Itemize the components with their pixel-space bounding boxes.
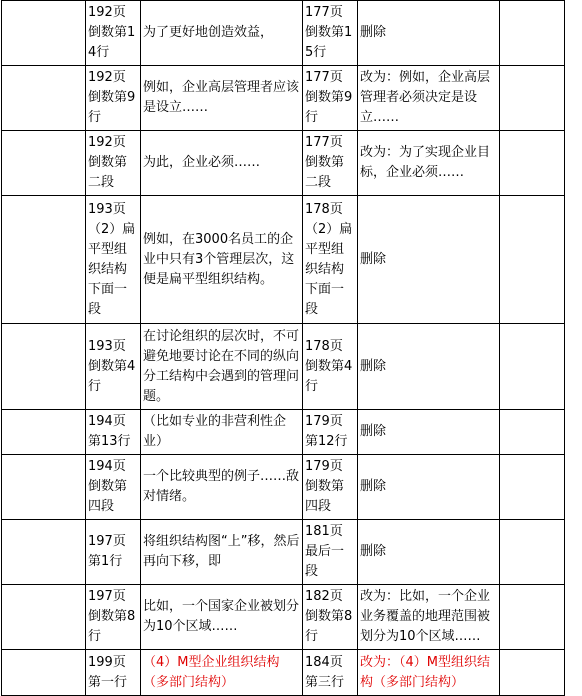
change-note: 改为：例如，企业高层管理者必须决定是设立…… [358, 66, 500, 131]
original-location: 192页倒数第二段 [86, 131, 141, 196]
change-note: 改为：比如，一个企业业务覆盖的地理范围被划分为10个区域…… [358, 585, 500, 650]
original-location: 193页（2）扁平型组织结构下面一段 [86, 196, 141, 324]
original-location: 197页倒数第8行 [86, 585, 141, 650]
blank-cell [500, 520, 565, 585]
original-text: 为此，企业必须…… [141, 131, 303, 196]
new-location: 177页倒数第15行 [303, 1, 358, 66]
blank-cell [2, 196, 86, 324]
change-note: 改为：（4）M型组织结构（多部门结构） [358, 650, 500, 696]
new-location: 182页倒数第8行 [303, 585, 358, 650]
original-text: 一个比较典型的例子……敌对情绪。 [141, 455, 303, 520]
blank-cell [500, 324, 565, 410]
blank-cell [500, 131, 565, 196]
original-text: （4）M型企业组织结构（多部门结构） [141, 650, 303, 696]
change-note: 改为：为了实现企业目标，企业必须…… [358, 131, 500, 196]
blank-cell [2, 66, 86, 131]
blank-cell [2, 455, 86, 520]
blank-cell [2, 520, 86, 585]
original-location: 199页第一行 [86, 650, 141, 696]
blank-cell [500, 66, 565, 131]
table-row [2, 66, 565, 131]
change-note: 删除 [358, 410, 500, 455]
new-location: 177页倒数第二段 [303, 131, 358, 196]
table-row [2, 196, 565, 324]
table-row [2, 1, 565, 66]
blank-cell [2, 1, 86, 66]
original-location: 193页倒数第4行 [86, 324, 141, 410]
blank-cell [500, 650, 565, 696]
table-row [2, 131, 565, 196]
blank-cell [500, 410, 565, 455]
new-location: 179页倒数第四段 [303, 455, 358, 520]
blank-cell [2, 324, 86, 410]
original-text: 为了更好地创造效益， [141, 1, 303, 66]
table-row [2, 455, 565, 520]
original-text: 在讨论组织的层次时，不可避免地要讨论在不同的纵向分工结构中会遇到的管理问题。 [141, 324, 303, 410]
blank-cell [2, 585, 86, 650]
original-location: 197页第1行 [86, 520, 141, 585]
blank-cell [2, 650, 86, 696]
new-location: 177页倒数第9行 [303, 66, 358, 131]
table-row [2, 410, 565, 455]
original-text: 例如，企业高层管理者应该是设立…… [141, 66, 303, 131]
blank-cell [500, 455, 565, 520]
new-location: 179页第12行 [303, 410, 358, 455]
original-text: 比如，一个国家企业被划分为10个区域…… [141, 585, 303, 650]
new-location: 184页第三行 [303, 650, 358, 696]
change-note: 删除 [358, 455, 500, 520]
blank-cell [500, 585, 565, 650]
original-location: 194页第13行 [86, 410, 141, 455]
change-note: 删除 [358, 196, 500, 324]
table-row [2, 585, 565, 650]
new-location: 178页倒数第4行 [303, 324, 358, 410]
original-text: 例如，在3000名员工的企业中只有3个管理层次，这便是扁平型组织结构。 [141, 196, 303, 324]
new-location: 178页（2）扁平型组织结构下面一段 [303, 196, 358, 324]
blank-cell [2, 131, 86, 196]
original-text: 将组织结构图“上”移，然后再向下移，即 [141, 520, 303, 585]
blank-cell [500, 196, 565, 324]
change-note: 删除 [358, 520, 500, 585]
original-text: （比如专业的非营利性企业） [141, 410, 303, 455]
original-location: 192页倒数第14行 [86, 1, 141, 66]
new-location: 181页最后一段 [303, 520, 358, 585]
original-location: 194页倒数第四段 [86, 455, 141, 520]
original-location: 192页倒数第9行 [86, 66, 141, 131]
blank-cell [500, 1, 565, 66]
table-row [2, 324, 565, 410]
change-note: 删除 [358, 324, 500, 410]
table-row [2, 650, 565, 696]
blank-cell [2, 410, 86, 455]
change-note: 删除 [358, 1, 500, 66]
errata-table [1, 0, 565, 696]
table-row [2, 520, 565, 585]
